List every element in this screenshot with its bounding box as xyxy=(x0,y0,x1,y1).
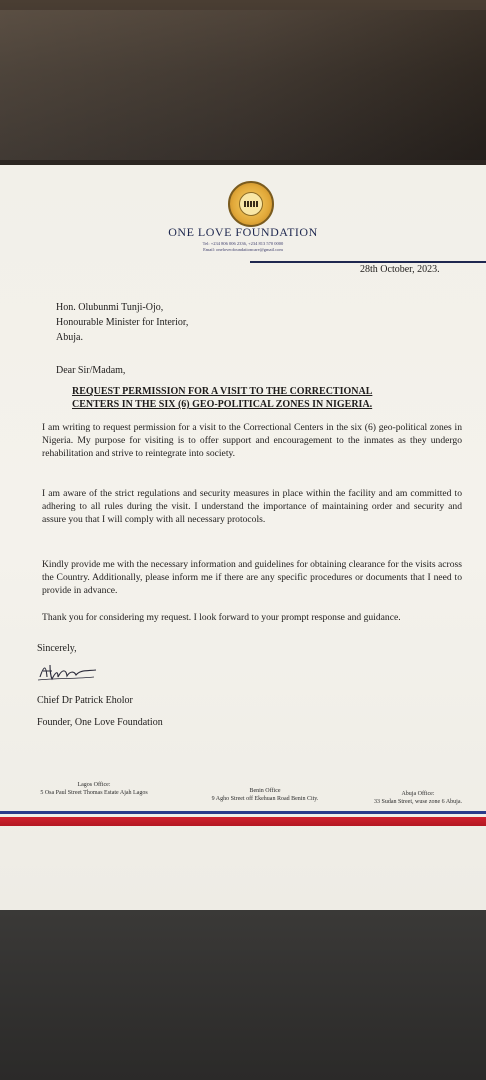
office-benin xyxy=(180,787,350,803)
recipient-line: Hon. Olubunmi Tunji-Ojo, xyxy=(56,302,164,313)
logo-inner-ring xyxy=(239,192,263,216)
subject-line: REQUEST PERMISSION FOR A VISIT TO THE CORRECTIONAL xyxy=(72,386,373,397)
org-contact xyxy=(0,241,486,253)
office-lagos xyxy=(14,781,174,797)
office-address: 9 Agho Street off Ekehuan Road Benin City. xyxy=(211,796,319,802)
body-paragraph: I am writing to request permission for a visit to the Correctional Centers in the six (6) geo-political zones in Nigeria. My purpose for visiting is to offer support and encouragement to the inmates as they undergo rehabilitation and strive to reintegrate into society. xyxy=(42,422,462,459)
contact-phone: Tel: +234 806 006 2336, +234 813 570 0000 xyxy=(202,241,284,246)
office-address: 5 Osa Paul Street Thomas Estate Ajah Lagos xyxy=(40,790,148,796)
signature-icon xyxy=(36,661,100,683)
recipient-address xyxy=(56,300,188,345)
body-paragraph: Thank you for considering my request. I look forward to your prompt response and guidance. xyxy=(42,612,401,623)
signer-title: Founder, One Love Foundation xyxy=(37,717,163,728)
letter-page xyxy=(0,165,486,910)
office-abuja xyxy=(352,790,484,806)
org-name: ONE LOVE FOUNDATION xyxy=(168,225,318,239)
foundation-logo-icon xyxy=(228,181,274,227)
salutation: Dear Sir/Madam, xyxy=(56,365,126,376)
subject-heading xyxy=(72,385,472,411)
office-address: 33 Sudan Street, wuse zone 6 Abuja. xyxy=(374,799,462,805)
background-fold xyxy=(0,10,486,160)
letter-date: 28th October, 2023. xyxy=(360,264,440,275)
body-paragraph: I am aware of the strict regulations and security measures in place within the facility and am committed to adhering to all rules during the visit. I understand the importance of maintaining order and security and assure you that I will comply with all necessary protocols. xyxy=(42,488,462,525)
signer-name: Chief Dr Patrick Eholor xyxy=(37,695,133,706)
subject-line: CENTERS IN THE SIX (6) GEO-POLITICAL ZONES IN NIGERIA. xyxy=(72,399,373,410)
background-bottom xyxy=(0,900,486,1080)
recipient-line: Abuja. xyxy=(56,332,83,343)
footer-red-stripe xyxy=(0,817,486,826)
letterhead-rule xyxy=(250,261,486,263)
office-label: Benin Office xyxy=(249,788,281,794)
background-top xyxy=(0,0,486,180)
logo-people-figures xyxy=(244,201,258,207)
footer-blue-stripe xyxy=(0,811,486,814)
body-paragraph: Kindly provide me with the necessary information and guidelines for obtaining clearance for the visits across the Country. Additionally, please inform me if there are any specific procedures or documents that I need to provide in advance. xyxy=(42,559,462,596)
contact-email: Email: oneloveofoundationcare@gmail.com xyxy=(203,247,283,252)
closing: Sincerely, xyxy=(37,643,77,654)
office-label: Lagos Office: xyxy=(77,782,111,788)
office-label: Abuja Office: xyxy=(401,791,435,797)
recipient-line: Honourable Minister for Interior, xyxy=(56,317,189,328)
